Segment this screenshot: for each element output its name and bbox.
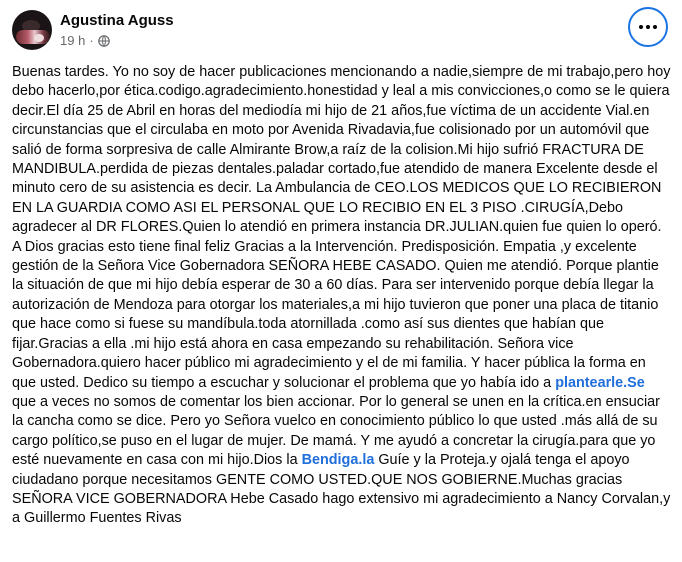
- post-header: [12, 8, 174, 52]
- more-options-button[interactable]: [628, 7, 668, 47]
- globe-icon[interactable]: [98, 35, 110, 47]
- hashtag-link-2[interactable]: Bendiga.la: [301, 452, 375, 469]
- post-meta: [60, 11, 174, 49]
- post-timestamp[interactable]: 19 h: [60, 33, 86, 48]
- meta-separator: ·: [89, 33, 94, 48]
- post-subline: [60, 33, 174, 49]
- hashtag-link-1[interactable]: plantearle.Se: [555, 374, 645, 391]
- post-text-part-3: Guíe y la Proteja.y ojalá tenga el apoyo ciudadano porque necesitamos GENTE COMO USTED.QUE NOS GOBIERNE.Muchas gracias SEÑORA VICE GOBERNADORA Hebe Casado hago extensivo mi agradecimiento a Nancy Corvalan,y a Guillermo Fuentes Rivas: [12, 452, 675, 527]
- post-body: [12, 63, 675, 529]
- post-text-part-2: que a veces no somos de comentar los bien accionar. Por lo general se unen en la crítica.en ensuciar la cancha como se dice. Pero yo Señora vuelco en conocimiento público lo que usted .más allá de su cargo político,se puso en el lugar de mujer. De mamá. Y me ayudó a concretar la cirugía.para que yo esté nuevamente en casa con mi hijo.Dios la: [12, 374, 664, 469]
- author-avatar[interactable]: [12, 10, 52, 50]
- more-horizontal-icon: [639, 25, 657, 29]
- author-name[interactable]: Agustina Aguss: [60, 12, 174, 29]
- post-text-part-1: Buenas tardes. Yo no soy de hacer publicaciones mencionando a nadie,siempre de mi trabajo,pero hoy debo hacerlo,por ética.codigo.agradecimiento.honestidad y leal a mis convicciones,o como se le quiera decir.El día 25 de Abril en horas del mediodía mi hijo de 21 años,fue víctima de un accidente Vial.en circunstancias que el circulaba en moto por Avenida Rivadavia,fue colisionado por un automóvil que salió de forma sorpresiva de calle Almirante Brow,a raíz de la colision.Mi hijo sufrió FRACTURA DE MANDIBULA.perdida de piezas dentales.paladar cortado,fue atendido de manera Excelente desde el minuto cero de su asistencia es decir. La Ambulancia de CEO.LOS MEDICOS QUE LO RECIBIERON EN LA GUARDIA COMO ASI EL PERSONAL QUE LO RECIBIO EN EL 3 PISO .CIRUGÍA,Debo agradecer al DR FLORES.Quien lo atendió en primera instancia DR.JULIAN.quien fue quien lo operó. A Dios gracias esto tiene final feliz Gracias a la Intervención. Predisposición. Empatia ,y excelente gestión de la Señora Vice Gobernadora SEÑORA HEBE CASADO. Quien me atendió. Porque plantie la situación de que mi hijo debía esperar de 30 a 60 días. Para ser intervenido porque debía llegar la autorización de Mendoza para otorgar los materiales,a mi hijo tuvieron que poner una placa de titanio que hace como si fuese su mandíbula.toda atornillada .como así sus dientes que habían que fijar.Gracias a ella .mi hijo está ahora en casa empezando su rehabilitación. Señora vice Gobernadora.quiero hacer público mi agradecimiento y el de mi familia. Y hacer pública la forma en que usted. Dedico su tiempo a escuchar y solucionar el problema que yo había ido a: [12, 64, 675, 391]
